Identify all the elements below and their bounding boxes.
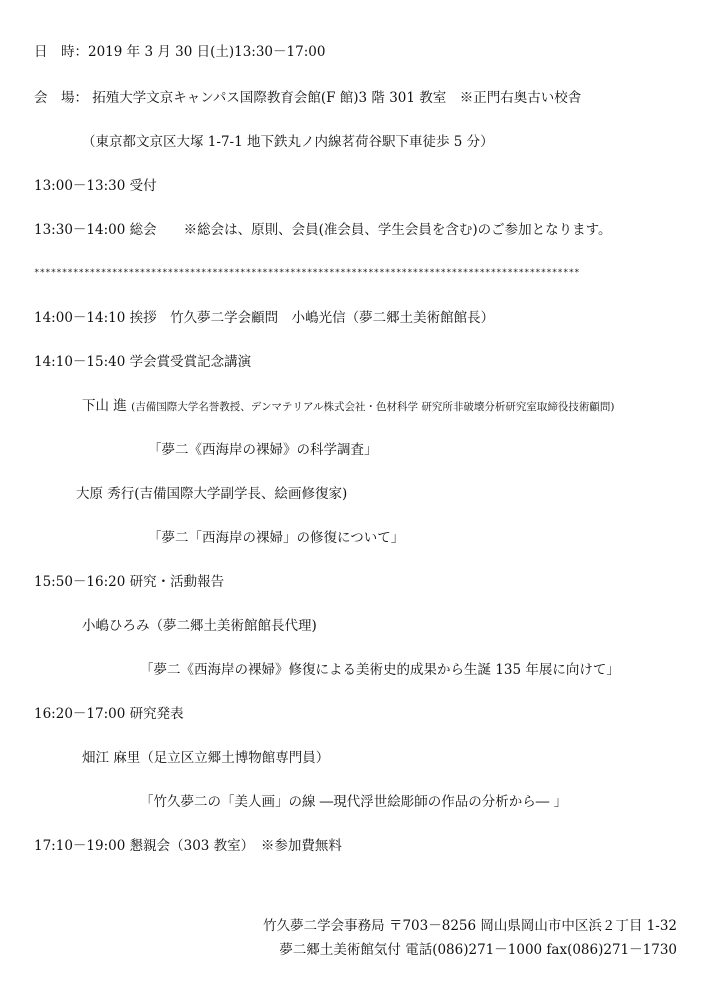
reception-party-line: 17:10－19:00 懇親会（303 教室） ※参加費無料 (34, 838, 342, 854)
speaker1-line (82, 396, 615, 417)
lecture-heading: 14:10－15:40 学会賞受賞記念講演 (34, 354, 252, 370)
speaker4-name: 畑江 麻里（足立区立郷土博物館専門員） (82, 750, 330, 766)
speaker3-title: 「夢二《西海岸の裸婦》修復による美術史的成果から生誕 135 年展に向けて」 (140, 662, 620, 678)
report-heading: 15:50－16:20 研究・活動報告 (34, 574, 225, 590)
greeting-line: 14:00－14:10 挨拶 竹久夢二学会顧問 小嶋光信（夢二郷土美術館館長） (34, 310, 495, 326)
speaker2-title: 「夢二「西海岸の裸婦」の修復について」 (148, 530, 405, 546)
footer-contact: 夢二郷土美術館気付 電話(086)271－1000 fax(086)271－1730 (279, 942, 677, 958)
presentation-heading: 16:20－17:00 研究発表 (34, 706, 184, 722)
venue-line: 会 場： 拓殖大学文京キャンパス国際教育会館(F 館)3 階 301 教室 ※正門右奥古い校舎 (34, 90, 582, 106)
speaker1-name: 下山 進 (82, 398, 127, 414)
date-line: 日 時：2019 年 3 月 30 日(土)13:30－17:00 (34, 44, 326, 60)
speaker4-title: 「竹久夢二の「美人画」の線 ―現代浮世絵彫師の作品の分析から― 」 (140, 794, 568, 810)
reception-line: 13:00－13:30 受付 (34, 178, 157, 194)
footer-office: 竹久夢二学会事務局 〒703－8256 岡山県岡山市中区浜２丁目 1-32 (263, 918, 677, 934)
general-meeting-line: 13:30－14:00 総会 ※総会は、原則、会員(准会員、学生会員を含む)のご参加となります。 (34, 222, 612, 238)
speaker1-affiliation: (吉備国際大学名誉教授、デンマテリアル株式会社・色材科学 研究所非破壊分析研究室取締役技術顧問) (131, 401, 615, 413)
speaker3-name: 小嶋ひろみ（夢二郷土美術館館長代理) (82, 618, 317, 634)
speaker2-name: 大原 秀行(吉備国際大学副学長、絵画修復家) (76, 486, 348, 502)
speaker1-title: 「夢二《西海岸の裸婦》の科学調査」 (148, 442, 378, 458)
address-line: （東京都文京区大塚 1-7-1 地下鉄丸ノ内線茗荷谷駅下車徒歩 5 分） (82, 134, 494, 150)
separator-line: ************************************************************************************************** (34, 268, 580, 278)
